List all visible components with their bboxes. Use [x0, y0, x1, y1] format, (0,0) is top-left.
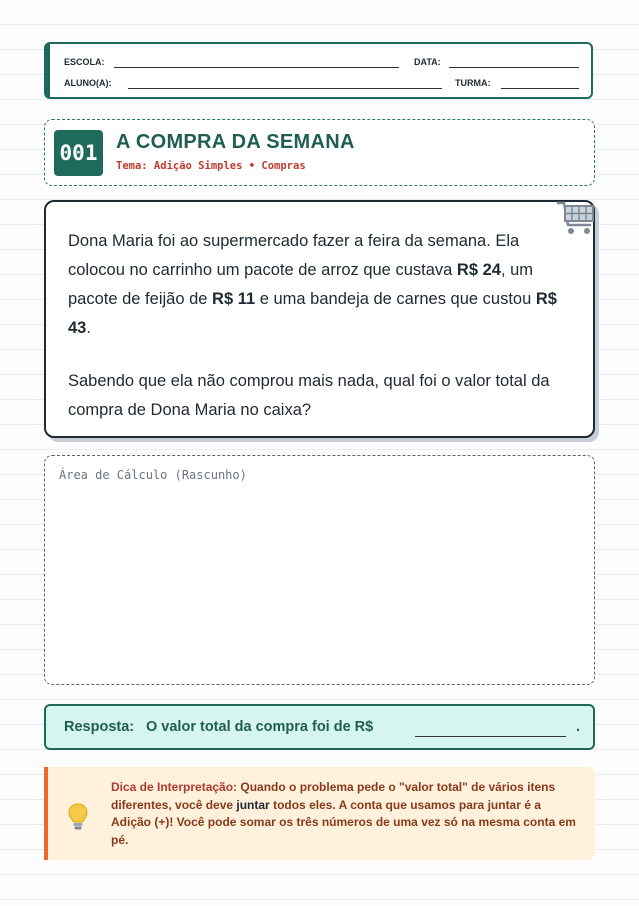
problem-box: [44, 200, 595, 438]
exercise-subtitle: Tema: Adição Simples • Compras: [116, 160, 306, 172]
answer-text: O valor total da compra foi de R$: [146, 719, 374, 735]
tip-title: Dica de Interpretação:: [111, 780, 238, 794]
date-field[interactable]: [449, 57, 579, 68]
problem-text: [68, 227, 568, 425]
student-field[interactable]: [128, 78, 442, 89]
problem-text-c: e uma bandeja de carnes que custou: [255, 290, 536, 308]
shopping-cart-icon: [556, 197, 598, 239]
problem-paragraph-1: [68, 227, 568, 343]
class-field[interactable]: [501, 78, 579, 89]
problem-text-a: Dona Maria foi ao supermercado fazer a feira da semana. Ela colocou no carrinho um pacote de arroz que custava: [68, 232, 520, 279]
answer-box: [44, 704, 595, 750]
tip-strong: juntar: [236, 797, 270, 812]
problem-text-b: , um pacote de feijão de: [68, 261, 534, 308]
problem-paragraph-2: Sabendo que ela não comprou mais nada, qual foi o valor total da compra de Dona Maria no caixa?: [68, 372, 550, 419]
answer-label: Resposta:: [64, 719, 135, 735]
exercise-title: A COMPRA DA SEMANA: [116, 131, 355, 153]
header-row-school: [64, 57, 579, 71]
price-meat: R$ 43: [68, 290, 557, 337]
student-label: ALUNO(A):: [64, 78, 112, 88]
problem-text-d: .: [86, 319, 91, 337]
tip-box: [44, 767, 595, 860]
tip-text-b: todos eles. A conta que usamos para juntar é a Adição (+)! Você pode somar os três números de uma vez só na mesma conta em pé.: [111, 797, 576, 847]
draft-area[interactable]: [44, 455, 595, 685]
class-label: TURMA:: [455, 78, 491, 88]
school-field[interactable]: [114, 57, 399, 68]
exercise-title-box: [44, 119, 595, 186]
price-rice: R$ 24: [456, 261, 501, 279]
student-info-header: [44, 42, 593, 99]
date-label: DATA:: [414, 57, 441, 67]
header-row-student: [64, 78, 579, 92]
exercise-number: 001: [54, 130, 103, 176]
answer-period: .: [576, 719, 581, 735]
tip-text-a: Quando o problema pede o "valor total" de vários itens diferentes, você deve: [111, 780, 556, 812]
price-beans: R$ 11: [212, 290, 256, 308]
answer-field[interactable]: [415, 736, 566, 737]
school-label: ESCOLA:: [64, 57, 105, 67]
draft-label: Área de Cálculo (Rascunho): [59, 468, 247, 482]
lightbulb-icon: [68, 803, 88, 831]
tip-text: [111, 779, 581, 849]
